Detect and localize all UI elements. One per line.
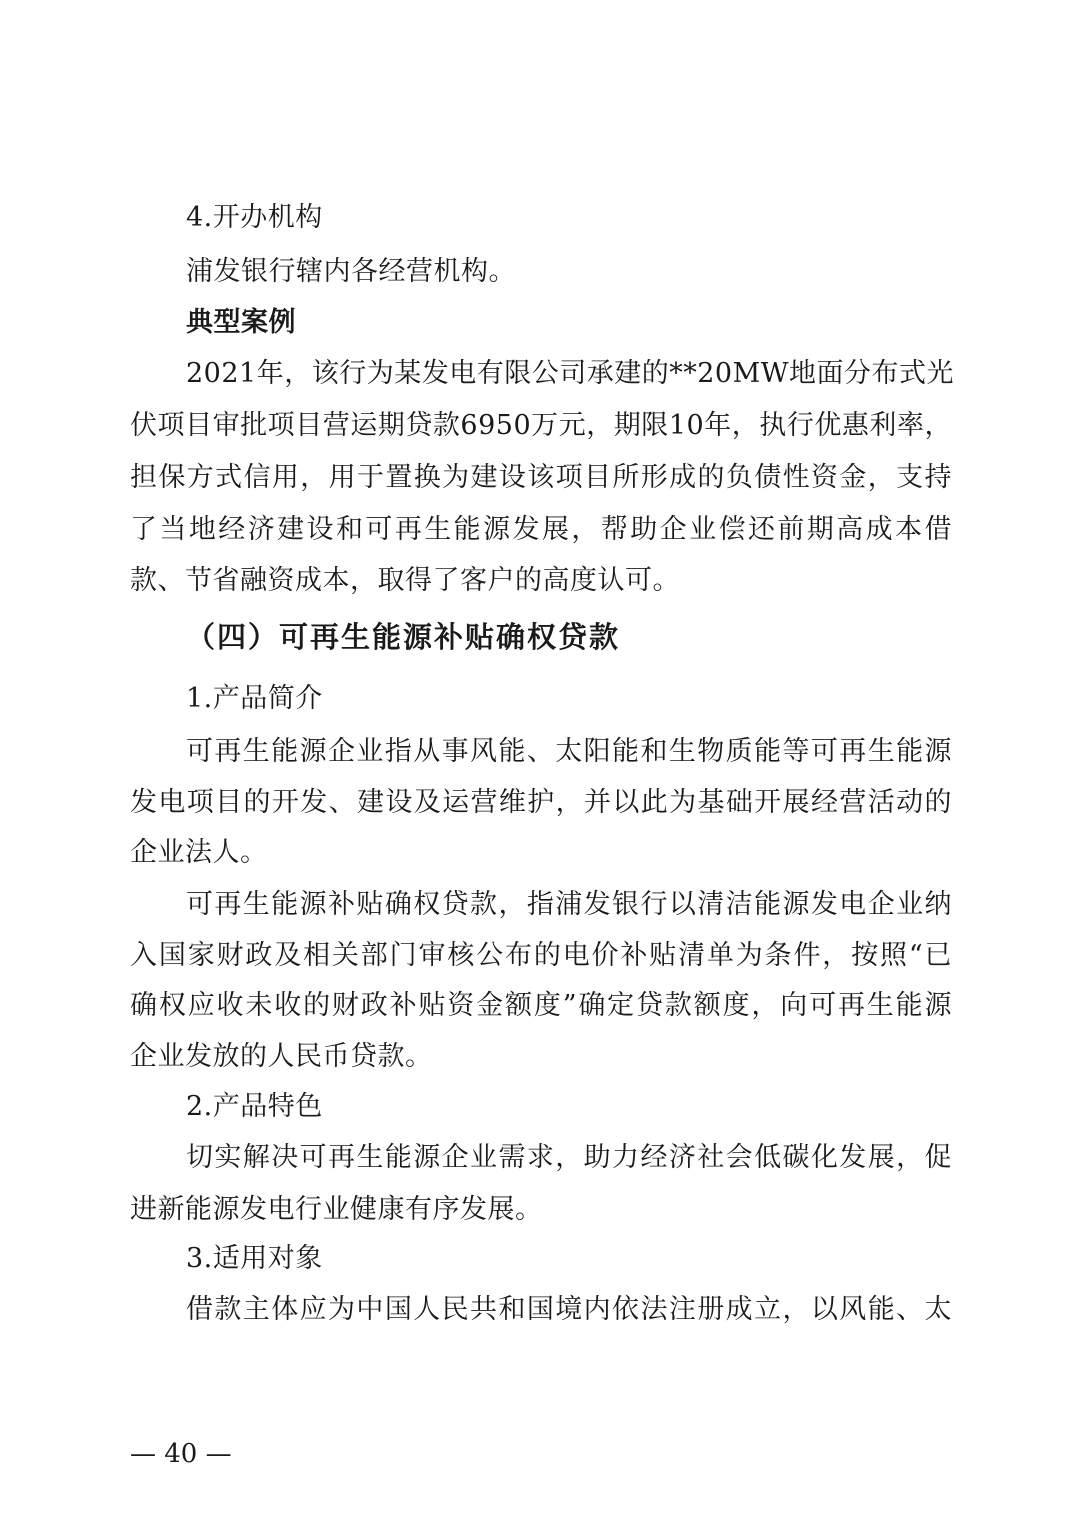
page-number: — 40 — [130,1439,232,1469]
paragraph-line: 款、节省融资成本，取得了客户的高度认可。 [130,565,680,596]
paragraph-line: 发电项目的开发、建设及运营维护，并以此为基础开展经营活动的 [130,787,952,818]
paragraph-line: 确权应收未收的财政补贴资金额度”确定贷款额度，向可再生能源 [130,990,952,1021]
section-heading: （四）可再生能源补贴确权贷款 [186,620,621,654]
paragraph-line: 可再生能源企业指从事风能、太阳能和生物质能等可再生能源 [186,736,952,767]
paragraph-line: 可再生能源补贴确权贷款，指浦发银行以清洁能源发电企业纳 [186,889,952,920]
subheading-applicable-targets: 3.适用对象 [186,1243,323,1274]
subheading-institutions: 4.开办机构 [186,202,323,233]
case-heading: 典型案例 [186,307,296,338]
paragraph-line: 切实解决可再生能源企业需求，助力经济社会低碳化发展，促 [186,1142,952,1173]
subheading-product-features: 2.产品特色 [186,1091,323,1122]
subheading-product-intro: 1.产品简介 [186,683,323,714]
paragraph-line: 企业法人。 [130,837,268,868]
paragraph-line: 伏项目审批项目营运期贷款6950万元，期限10年，执行优惠利率， [130,410,952,441]
paragraph-line: 担保方式信用，用于置换为建设该项目所形成的负债性资金，支持 [130,462,952,493]
paragraph-line: 入国家财政及相关部门审核公布的电价补贴清单为条件，按照“已 [130,940,952,971]
paragraph-line: 借款主体应为中国人民共和国境内依法注册成立，以风能、太 [186,1294,952,1325]
paragraph-line: 2021年，该行为某发电有限公司承建的**20MW地面分布式光 [186,358,954,389]
paragraph-line: 了当地经济建设和可再生能源发展，帮助企业偿还前期高成本借 [130,514,952,545]
paragraph-line: 进新能源发电行业健康有序发展。 [130,1194,543,1225]
paragraph-line: 浦发银行辖内各经营机构。 [186,256,516,287]
paragraph-line: 企业发放的人民币贷款。 [130,1041,433,1072]
